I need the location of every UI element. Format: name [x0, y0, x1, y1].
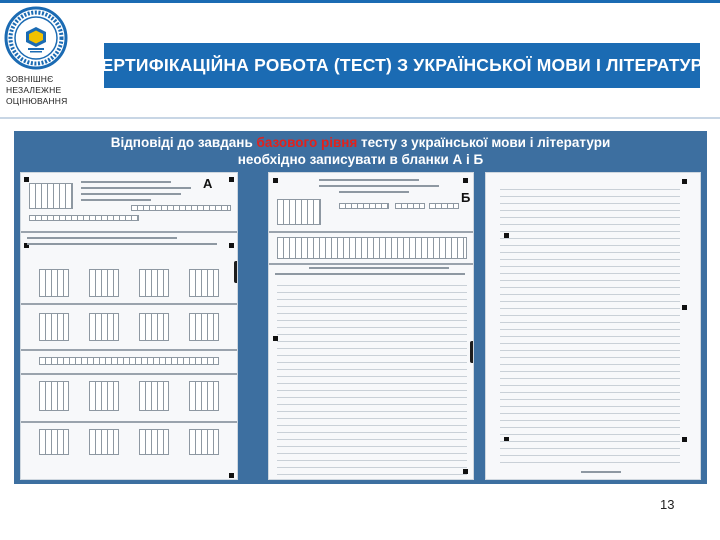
sheet-a-corner-mark: [24, 177, 29, 182]
heading-prefix: Відповіді до завдань: [110, 135, 257, 150]
sheet-a-separator: [21, 373, 238, 375]
sheet-a-answer-grid: [139, 429, 169, 455]
sheet-a-answer-grid: [189, 381, 219, 411]
sheet-c-footer-text: [581, 471, 621, 473]
sheet-a-answer-grid: [89, 429, 119, 455]
sheet-a-separator: [21, 231, 238, 233]
sheet-a-answer-grid: [39, 381, 69, 411]
sheet-a-answer-grid: [39, 269, 69, 297]
panel-heading: [14, 131, 707, 167]
sheet-b-separator: [269, 263, 474, 265]
sheet-a-corner-mark: [229, 177, 234, 182]
sheet-b-corner-mark: [463, 178, 468, 183]
sheet-a-text-line: [81, 181, 171, 183]
sheet-b-text-line: [319, 179, 419, 181]
organization-name: [6, 74, 67, 107]
sheet-b-code-boxes: [429, 203, 459, 209]
org-line-1: ЗОВНІШНЄ: [6, 74, 54, 84]
sheet-a-code-boxes: [131, 205, 231, 211]
sheet-a-corner-mark: [229, 473, 234, 478]
sheet-a-separator: [21, 421, 238, 423]
answer-sheet-b: [268, 172, 474, 480]
sheet-b-text-line: [339, 191, 409, 193]
sheet-b-code-boxes: [339, 203, 389, 209]
sheet-a-answer-grid: [89, 269, 119, 297]
ministry-seal-icon: [4, 6, 68, 70]
panel-heading-line-1: [14, 134, 707, 151]
sheet-c-corner-mark: [682, 179, 687, 184]
page-number: 13: [660, 497, 675, 512]
banner-title: СЕРТИФІКАЦІЙНА РОБОТА (ТЕСТ) З УКРАЇНСЬКОЇ МОВИ І ЛІТЕРАТУРИ: [88, 55, 716, 75]
org-line-3: ОЦІНЮВАННЯ: [6, 96, 68, 106]
sheet-b-separator: [269, 231, 474, 233]
sheet-b-answer-table: [277, 237, 467, 259]
sheet-a-separator: [21, 349, 238, 351]
sheet-a-answer-grid: [139, 269, 169, 297]
header-divider: [0, 117, 720, 119]
sheet-a-corner-mark: [229, 243, 234, 248]
sheet-a-answer-grid: [39, 357, 219, 365]
sheet-a-answer-grid: [189, 313, 219, 341]
answer-sheets-panel: [14, 131, 707, 484]
heading-highlight: базового рівня: [256, 135, 358, 150]
sheet-b-text-line: [275, 273, 465, 275]
sheet-a-info-box: [29, 183, 73, 209]
sheet-a-separator: [21, 303, 238, 305]
sheet-a-answer-grid: [39, 313, 69, 341]
sheet-c-corner-mark: [682, 305, 687, 310]
sheet-a-side-tab: [234, 261, 238, 283]
sheet-a-id-boxes: [29, 215, 139, 221]
sheet-c-writing-lines: [500, 183, 680, 465]
sheet-b-corner-mark: [273, 178, 278, 183]
sheet-a-answer-grid: [139, 313, 169, 341]
org-line-2: НЕЗАЛЕЖНЕ: [6, 85, 62, 95]
sheet-a-text-line: [81, 193, 181, 195]
sheet-a-answer-grid: [89, 381, 119, 411]
sheet-a-text-line: [27, 243, 217, 245]
heading-suffix: тесту з української мови і літератури: [357, 135, 611, 150]
sheet-a-text-line: [81, 187, 191, 189]
sheet-b-writing-lines: [277, 279, 467, 475]
sheet-a-text-line: [81, 199, 151, 201]
sheet-a-answer-grid: [189, 269, 219, 297]
sheet-a-text-line: [27, 237, 177, 239]
answer-sheet-continuation: [485, 172, 701, 480]
sheet-a-answer-grid: [139, 381, 169, 411]
title-banner: [88, 43, 716, 88]
sheet-b-letter: Б: [461, 190, 471, 205]
sheet-b-side-tab: [470, 341, 474, 363]
sheet-a-answer-grid: [39, 429, 69, 455]
sheet-b-info-box: [277, 199, 321, 225]
sheet-a-letter: А: [203, 176, 213, 191]
sheet-a-answer-grid: [189, 429, 219, 455]
sheet-c-corner-mark: [682, 437, 687, 442]
sheet-a-answer-grid: [89, 313, 119, 341]
sheet-b-text-line: [309, 267, 449, 269]
sheet-b-text-line: [319, 185, 439, 187]
answer-sheet-a: [20, 172, 238, 480]
sheet-b-code-boxes: [395, 203, 425, 209]
panel-heading-line-2: необхідно записувати в бланки А і Б: [237, 152, 484, 167]
top-accent-line: [0, 0, 720, 3]
